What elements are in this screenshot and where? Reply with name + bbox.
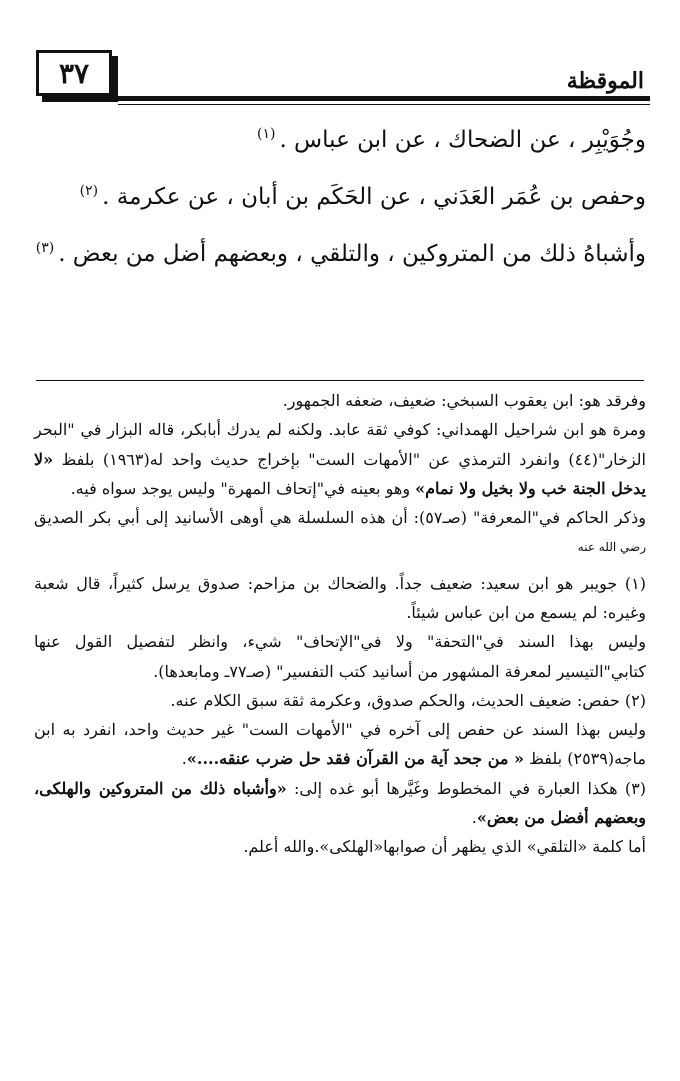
- footnote-1: [34, 569, 646, 628]
- footnote-reference-2[interactable]: (٢): [79, 183, 99, 200]
- footnote-text: وذكر الحاكم في"المعرفة" (صـ٥٧): أن هذه السلسلة هي أوهى الأسانيد إلى أبي بكر الصديق: [34, 508, 647, 528]
- footnote-text: .: [181, 749, 187, 769]
- quoted-variant: «وأشباه ذلك من المتروكين والهلكى، وبعضهم أفضل من بعض»: [34, 778, 646, 827]
- footnote-text: ومرة هو ابن شراحيل الهمداني: كوفي ثقة عابد. ولكنه لم يدرك أبابكر، قاله البزار في "البحر الزخار"(٤٤) وانفرد الترمذي عن "الأمهات الست" بإخراج حديث واحد له(١٩٦٣) بلفظ: [34, 420, 646, 469]
- footnote-text: وليس بهذا السند في"التحفة" ولا في"الإتحاف" شيء، وانظر لتفصيل القول عنها كتابي"التيسير لمعرفة المشهور من أسانيد كتب التفسير" (صـ٧٧ـ ومابعدها).: [34, 632, 646, 681]
- footnotes: [34, 386, 646, 862]
- main-text: [36, 112, 646, 283]
- header-rule-thin: [118, 104, 650, 105]
- footnote-text: (١) جويبر هو ابن سعيد: ضعيف جداً. والضحاك بن مزاحم: صدوق يرسل كثيراً، قال شعبة وغيره: لم يسمع من ابن عباس شيئاً.: [34, 573, 646, 622]
- footnote-2-continued: [34, 715, 646, 774]
- page-header: [28, 50, 650, 106]
- main-line-3: [36, 226, 646, 283]
- main-line-text: وحفص بن عُمَر العَدَني ، عن الحَكَم بن أبان ، عن عكرمة .: [102, 184, 646, 210]
- footnote-text: .: [471, 808, 477, 827]
- footnote-text: (٢) حفص: ضعيف الحديث، والحكم صدوق، وعكرمة ثقة سبق الكلام عنه.: [170, 690, 646, 710]
- hadith-quote: « من جحد آية من القرآن فقد حل ضرب عنقه....»: [186, 749, 525, 769]
- footnote-text: وليس بهذا السند عن حفص إلى آخره في "الأمهات الست" غير حديث واحد، انفرد به ابن ماجه(٢٥٣٩) بلفظ: [34, 720, 646, 769]
- main-line-1: [36, 112, 646, 169]
- honorific-glyph: رضي الله عنه: [577, 540, 646, 555]
- footnote-text: وفرقد هو: ابن يعقوب السبخي: ضعيف، ضعفه الجمهور.: [282, 391, 646, 410]
- footnote-3-continued: [34, 832, 646, 861]
- footnote-paragraph: [34, 415, 646, 503]
- footnote-text: (٣) هكذا العبارة في المخطوط وغَيَّرها أبو غده إلى:: [286, 778, 647, 798]
- header-rule: [118, 96, 650, 101]
- page-number: ٣٧: [36, 50, 112, 96]
- running-title: الموقظة: [566, 68, 644, 94]
- footnote-text: وهو بعينه في"إتحاف المهرة" وليس يوجد سواه فيه.: [70, 478, 416, 498]
- main-line-text: وجُوَيْبِر ، عن الضحاك ، عن ابن عباس .: [279, 127, 646, 153]
- footnote-text: أما كلمة «التلقي» الذي يظهر أن صوابها«الهلكى».والله أعلم.: [243, 837, 646, 857]
- footnote-reference-1[interactable]: (١): [256, 126, 276, 143]
- footnote-separator: [36, 380, 644, 381]
- hadith-quote: «لا يدخل الجنة خب ولا بخيل ولا نمام»: [34, 449, 646, 498]
- main-line-text: وأشباهُ ذلك من المتروكين ، والتلقي ، وبعضهم أضل من بعض .: [58, 241, 646, 267]
- footnote-paragraph: [34, 503, 646, 562]
- footnote-3: [34, 774, 646, 833]
- footnote-reference-3[interactable]: (٣): [35, 240, 55, 257]
- footnote-2: [34, 686, 646, 715]
- footnote-1-continued: [34, 627, 646, 686]
- main-line-2: [36, 169, 646, 226]
- footnote-paragraph: [34, 386, 646, 415]
